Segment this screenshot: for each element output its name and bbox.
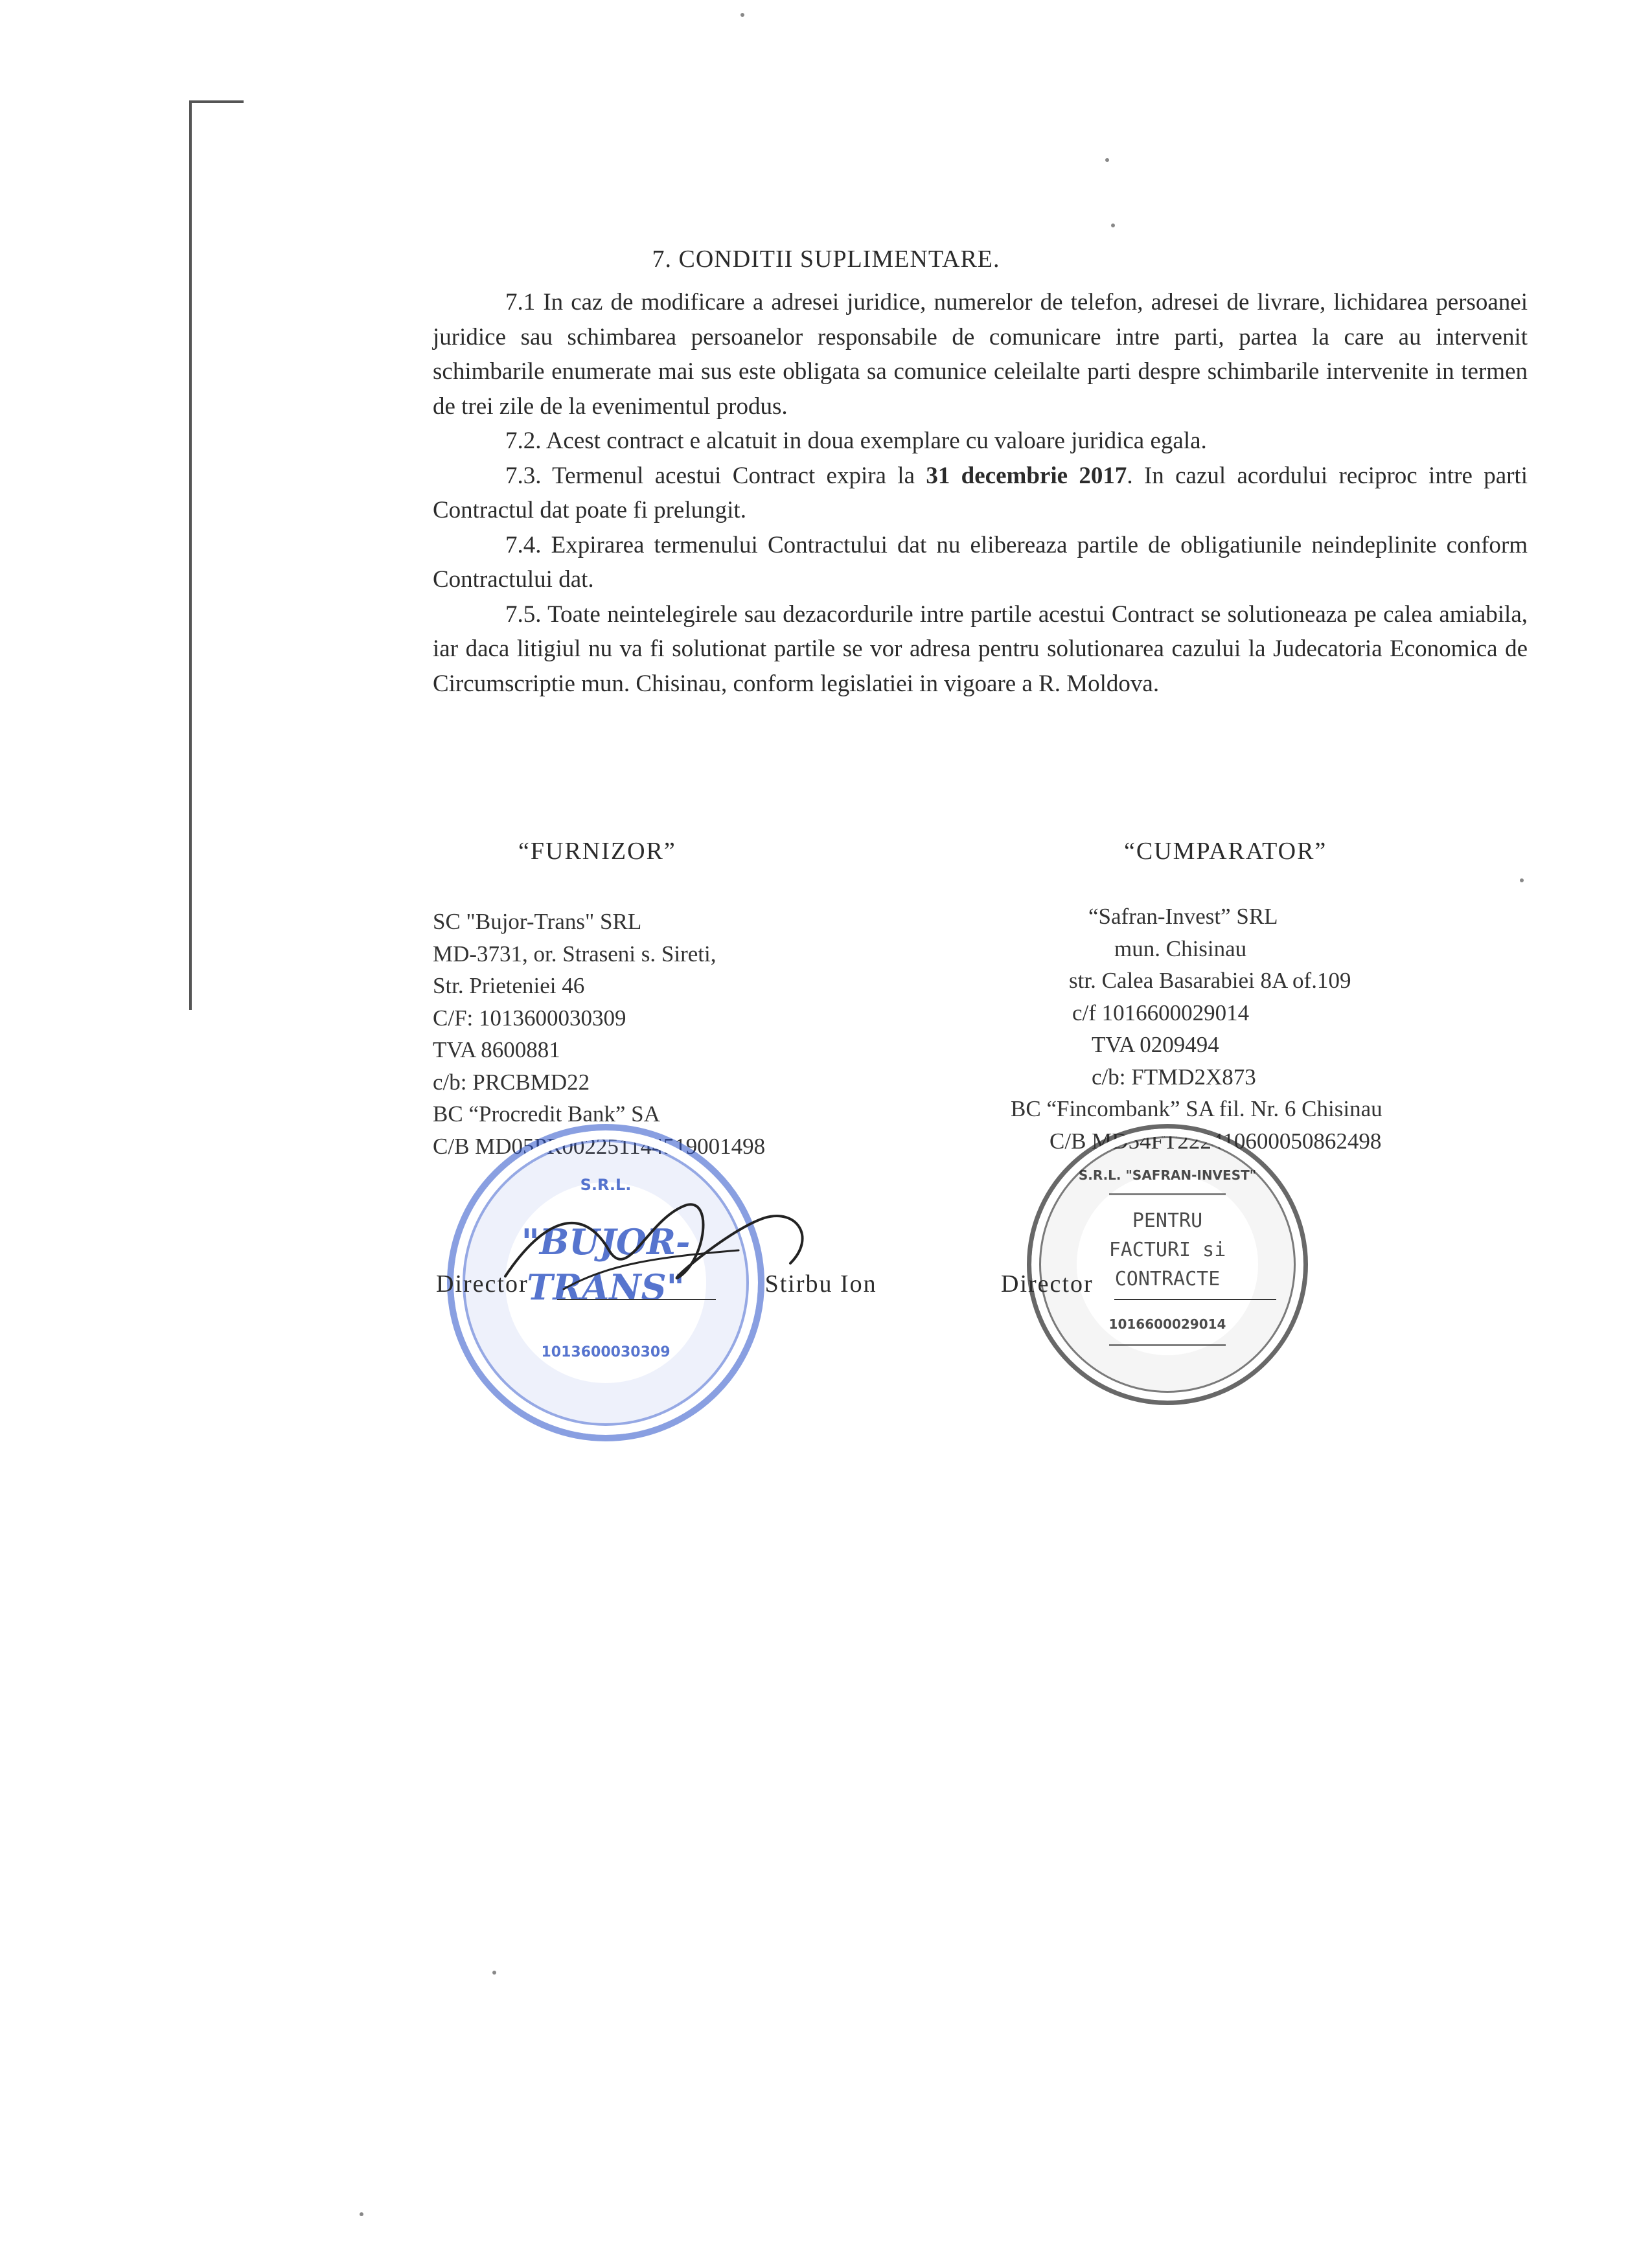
- cumparator-signature-line: [1114, 1299, 1276, 1300]
- furnizor-stamp-line1: "BUJOR-: [521, 1221, 691, 1263]
- scan-speck: [740, 13, 744, 17]
- clauses-body: [433, 285, 1528, 701]
- cumparator-stamp-line3: CONTRACTE: [1114, 1268, 1221, 1290]
- cumparator-bank-code: c/b: FTMD2X873: [1092, 1064, 1256, 1090]
- cumparator-stamp-top: S.R.L. "SAFRAN-INVEST": [1078, 1167, 1257, 1183]
- clause-7-3-after: . In cazul acordului reciproc intre parti Contractul dat poate fi prelungit.: [433, 462, 1528, 523]
- furnizor-stamp-line2: TRANS": [527, 1266, 685, 1308]
- cumparator-stamp-line1: PENTRU: [1132, 1209, 1203, 1232]
- cumparator-fiscal-code: c/f 1016600029014: [1072, 1000, 1250, 1025]
- furnizor-fiscal-code: C/F: 1013600030309: [433, 1005, 626, 1031]
- scan-speck: [1105, 158, 1109, 162]
- page-corner-mark: [189, 100, 244, 1010]
- clause-7-3: [433, 459, 1528, 528]
- cumparator-account: C/B MD54FT222410600050862498: [1050, 1128, 1382, 1154]
- furnizor-vat: TVA 8600881: [433, 1037, 560, 1062]
- clause-7-4: 7.4. Expirarea termenului Contractului dat nu elibereaza partile de obligatiunile neindeplinite conform Contractului dat.: [433, 531, 1528, 593]
- cumparator-stamp: [1027, 1124, 1308, 1405]
- clause-7-5: 7.5. Toate neintelegirele sau dezacordurile intre partile acestui Contract se solutioneaza pe calea amiabila, iar daca litigiul nu va fi solutionat partile se vor adresa pentru solutionarea cazului la Judecatoria Economica de Circumscriptie mun. Chisinau, conform legislatiei in vigoare a R. Moldova.: [433, 601, 1528, 697]
- cumparator-street: str. Calea Basarabiei 8A of.109: [1069, 968, 1351, 993]
- furnizor-bank: BC “Procredit Bank” SA: [433, 1101, 660, 1127]
- furnizor-director-name: Stirbu Ion: [764, 1270, 877, 1298]
- cumparator-bank: BC “Fincombank” SA fil. Nr. 6 Chisinau: [1011, 1096, 1382, 1121]
- furnizor-stamp-code: 1013600030309: [541, 1344, 671, 1360]
- clause-7-1: 7.1 In caz de modificare a adresei juridice, numerelor de telefon, adresei de livrare, lichidarea persoanei juridice sau schimbarea persoanelor responsabile de comunicare intre parti, partea la care au intervenit schimbarile enumerate mai sus este obligata sa comunice celeilalte parti despre schimbarile intervenite in termen de trei zile de la evenimentul produs.: [433, 289, 1528, 420]
- scan-speck: [1520, 878, 1524, 882]
- cumparator-heading: “CUMPARATOR”: [1124, 838, 1327, 865]
- cumparator-vat: TVA 0209494: [1092, 1032, 1219, 1057]
- clause-7-2: 7.2. Acest contract e alcatuit in doua exemplare cu valoare juridica egala.: [505, 428, 1207, 454]
- scan-speck: [1111, 223, 1115, 227]
- cumparator-director-label: Director: [1001, 1270, 1094, 1298]
- furnizor-signature-line: [557, 1299, 716, 1300]
- scan-speck: [360, 2212, 363, 2216]
- contract-expiry-date: 31 decembrie 2017: [926, 462, 1127, 489]
- cumparator-director: [1001, 1270, 1094, 1298]
- furnizor-company: SC "Bujor-Trans" SRL: [433, 909, 642, 934]
- cumparator-stamp-line2: FACTURI si: [1108, 1239, 1226, 1261]
- clause-7-3-before: 7.3. Termenul acestui Contract expira la: [505, 462, 926, 489]
- cumparator-city: mun. Chisinau: [1114, 935, 1247, 961]
- furnizor-address: MD-3731, or. Straseni s. Sireti,: [433, 941, 717, 967]
- furnizor-account: C/B MD05PR002251144519001498: [433, 1133, 766, 1159]
- furnizor-street: Str. Prieteniei 46: [433, 973, 585, 998]
- furnizor-stamp-top: S.R.L.: [580, 1176, 632, 1194]
- section-title: 7. CONDITII SUPLIMENTARE.: [652, 246, 1000, 273]
- cumparator-stamp-code: 1016600029014: [1108, 1316, 1226, 1332]
- scan-speck: [492, 1971, 496, 1975]
- cumparator-details: [1011, 900, 1382, 1157]
- furnizor-bank-code: c/b: PRCBMD22: [433, 1069, 590, 1095]
- cumparator-company: “Safran-Invest” SRL: [1088, 904, 1278, 929]
- furnizor-director: [436, 1270, 877, 1298]
- furnizor-director-label: Director: [436, 1270, 529, 1298]
- furnizor-heading: “FURNIZOR”: [518, 838, 676, 865]
